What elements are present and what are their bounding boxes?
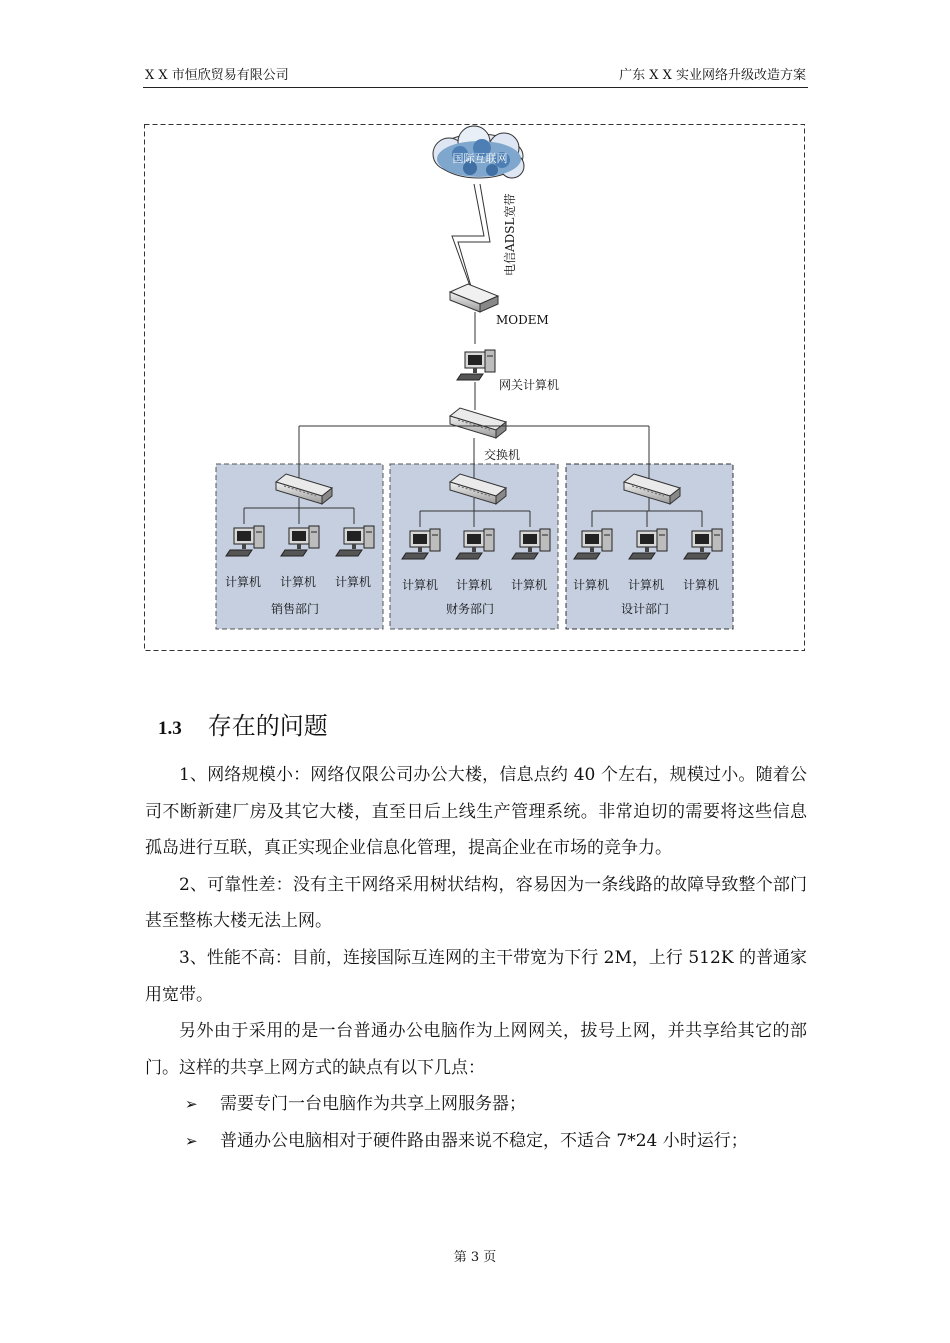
computer-label: 计算机 — [334, 575, 372, 589]
modem-icon — [450, 284, 498, 312]
computer-label: 计算机 — [401, 578, 439, 592]
paragraph: 2、可靠性差：没有主干网络采用树状结构，容易因为一条线路的故障导致整个部门甚至整栋大楼无法上网。 — [145, 874, 807, 932]
bullet-arrow-icon: ➢ — [185, 1131, 198, 1150]
computer-label: 计算机 — [279, 575, 317, 589]
page-header-right: 广东 X X 实业网络升级改造方案 — [619, 68, 806, 83]
department-label-design: 设计部门 — [620, 602, 670, 616]
computer-label: 计算机 — [682, 578, 720, 592]
modem-label: MODEM — [496, 313, 549, 327]
gateway-computer-icon — [457, 350, 495, 380]
body-text — [145, 757, 807, 1160]
adsl-label: 电信ADSL宽带 — [503, 193, 517, 276]
paragraph: 另外由于采用的是一台普通办公电脑作为上网网关，拔号上网，并共享给其它的部门。这样的共享上网方式的缺点有以下几点： — [145, 1021, 807, 1078]
section-title: 存在的问题 — [207, 712, 328, 740]
department-label-finance: 财务部门 — [445, 602, 495, 616]
bullet-item — [145, 1086, 807, 1123]
gateway-label: 网关计算机 — [499, 378, 560, 392]
section-heading — [158, 706, 328, 741]
paragraph: 3、性能不高：目前，连接国际互连网的主干带宽为下行 2M，上行 512K 的普通家用宽带。 — [145, 947, 807, 1005]
header-rule — [143, 87, 808, 88]
section-number: 1.3 — [158, 718, 182, 739]
bullet-item — [145, 1123, 807, 1160]
internet-label: 国际互联网 — [452, 152, 508, 165]
computer-label: 计算机 — [455, 578, 493, 592]
paragraph: 1、网络规模小：网络仅限公司办公大楼，信息点约 40 个左右，规模过小。随着公司不断新建厂房及其它大楼，直至日后上线生产管理系统。非常迫切的需要将这些信息孤岛进行互联，真正实现企业信息化管理，提高企业在市场的竞争力。 — [145, 765, 807, 859]
bullet-arrow-icon: ➢ — [185, 1095, 198, 1114]
page-footer: 第 3 页 — [453, 1250, 497, 1265]
computer-label: 计算机 — [572, 578, 610, 592]
computer-label: 计算机 — [627, 578, 665, 592]
bullet-text: 需要专门一台电脑作为共享上网服务器； — [220, 1094, 526, 1115]
computer-label: 计算机 — [510, 578, 548, 592]
core-switch-icon — [450, 408, 506, 438]
department-label-sales: 销售部门 — [270, 602, 320, 616]
computer-label: 计算机 — [224, 575, 262, 589]
page-header-left: X X 市恒欣贸易有限公司 — [145, 68, 289, 83]
network-diagram — [144, 124, 806, 652]
switch-label: 交换机 — [484, 448, 521, 462]
bullet-text: 普通办公电脑相对于硬件路由器来说不稳定，不适合 7*24 小时运行； — [220, 1130, 748, 1151]
